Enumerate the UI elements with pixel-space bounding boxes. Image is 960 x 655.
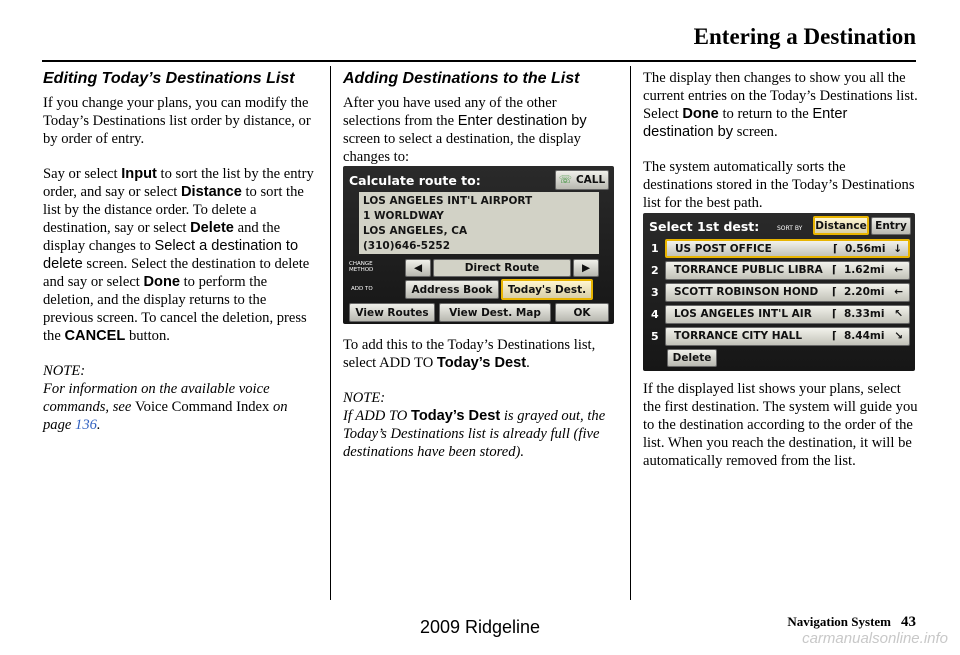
row-separator: ⌈ <box>832 264 837 276</box>
keyword-select-screen: Select a destination to delete <box>43 238 299 272</box>
text: button. <box>125 328 170 344</box>
column-divider-left <box>330 66 331 600</box>
text: screen. Select the destination to delete and say or select <box>43 256 310 290</box>
column-continued <box>643 69 918 229</box>
row-number: 3 <box>651 286 659 299</box>
route-next-button[interactable] <box>573 259 599 277</box>
note-text <box>343 407 615 461</box>
destination-row[interactable] <box>665 283 910 302</box>
destination-row[interactable] <box>665 327 910 346</box>
keyword-enter-destination-by: Enter destination by <box>457 113 587 129</box>
column-divider-right <box>630 66 631 600</box>
direction-arrow-icon: ← <box>894 264 903 276</box>
sort-by-label: SORT BY <box>777 225 803 232</box>
route-method-display: Direct Route <box>433 259 571 277</box>
screen-title: Select 1st dest: <box>649 219 760 234</box>
address-line: LOS ANGELES INT'L AIRPORT <box>363 195 533 207</box>
text: The display then changes to show you all the current entries on the Today’s Destinations list. Select <box>643 70 918 122</box>
section-heading-editing: Editing Today’s Destinations List <box>43 70 295 87</box>
text: Say or select <box>43 166 122 182</box>
destination-name: TORRANCE PUBLIC LIBRA <box>674 264 823 276</box>
direction-arrow-icon: ← <box>894 286 903 298</box>
destination-row[interactable] <box>665 239 910 258</box>
sort-entry-button[interactable]: Entry <box>871 217 911 235</box>
watermark: carmanualsonline.info <box>802 630 948 647</box>
destination-distance: 8.44mi <box>844 330 885 342</box>
paragraph-guidance: If the displayed list shows your plans, select the first destination. The system will guide you to the destination according to the order of the list. When you reach the destination, it will be automatically removed from the list. <box>643 381 918 469</box>
keyword-enter-destination-by: Enter destination by <box>643 106 848 140</box>
row-number: 1 <box>651 242 659 255</box>
note-text <box>43 380 315 434</box>
text: on page <box>43 399 288 433</box>
page-header-title: Entering a Destination <box>693 24 916 49</box>
text: screen. <box>733 124 778 140</box>
reference-voice-command-index: Voice Command Index <box>135 399 270 415</box>
destination-distance: 8.33mi <box>844 308 885 320</box>
keyword-cancel: CANCEL <box>64 328 126 344</box>
destination-name: LOS ANGELES INT'L AIR <box>674 308 812 320</box>
row-separator: ⌈ <box>832 330 837 342</box>
triangle-left-icon: ◀ <box>413 262 423 274</box>
phone-icon: ☏ <box>558 174 572 186</box>
row-number: 2 <box>651 264 659 277</box>
paragraph-intro: If you change your plans, you can modify the Today’s Destinations list order by distance, or by order of entry. <box>43 95 311 147</box>
direction-arrow-icon: ↖ <box>894 308 903 320</box>
delete-button[interactable]: Delete <box>667 349 717 367</box>
todays-dest-button[interactable]: Today's Dest. <box>501 279 593 300</box>
text: to sort the list by the distance order. To delete a destination, say or select <box>43 184 304 236</box>
sort-distance-button[interactable]: Distance <box>813 216 869 235</box>
text: . <box>96 417 101 433</box>
triangle-right-icon: ▶ <box>581 262 591 274</box>
section-heading-adding: Adding Destinations to the List <box>343 70 580 87</box>
row-separator: ⌈ <box>832 308 837 320</box>
row-separator: ⌈ <box>833 243 838 255</box>
view-routes-button[interactable]: View Routes <box>349 303 435 322</box>
keyword-done: Done <box>682 106 719 122</box>
paragraph-instructions <box>43 165 315 345</box>
route-prev-button[interactable] <box>405 259 431 277</box>
column-continued-lower <box>643 380 918 487</box>
text: to perform the deletion, and the display returns to the previous screen. To cancel the deletion, press the <box>43 274 307 344</box>
paragraph-after <box>343 94 615 166</box>
call-button[interactable] <box>555 170 609 190</box>
paragraph-display-changes <box>643 69 918 141</box>
direction-arrow-icon: ↓ <box>893 243 902 255</box>
address-line: (310)646-5252 <box>363 240 451 252</box>
keyword-done: Done <box>143 274 180 290</box>
document-label: 2009 Ridgeline <box>419 617 541 637</box>
column-adding-lower <box>343 336 615 478</box>
text: to return to the <box>718 106 813 122</box>
screen-title: Calculate route to: <box>349 173 481 188</box>
destination-name: TORRANCE CITY HALL <box>674 330 803 342</box>
calculate-route-screen <box>343 166 614 324</box>
text: screen to select a destination, the display changes to: <box>343 131 581 165</box>
select-first-dest-screen <box>643 213 915 371</box>
change-method-label: CHANGE METHOD <box>349 261 374 273</box>
text: . <box>526 355 530 371</box>
row-number: 4 <box>651 308 659 321</box>
header-rule <box>42 60 916 62</box>
destination-name: SCOTT ROBINSON HOND <box>674 286 819 298</box>
text: to sort the list by the entry order, and say or select <box>43 166 314 200</box>
text: is grayed out, the Today’s Destinations list is already full (five destinations have been stored). <box>343 408 606 460</box>
text: For information on the available voice commands, see <box>43 381 270 415</box>
text: If ADD TO <box>343 408 411 424</box>
address-display <box>359 192 599 254</box>
paragraph-add-to <box>343 336 615 372</box>
page-number: 43 <box>901 614 916 630</box>
text: To add this to the Today’s Destinations list, select ADD TO <box>343 337 596 371</box>
row-number: 5 <box>651 330 659 343</box>
note-label: NOTE: <box>43 363 86 379</box>
destination-distance: 2.20mi <box>844 286 885 298</box>
add-to-label: ADD TO <box>351 286 373 292</box>
footer-section: Navigation System <box>787 614 891 629</box>
destination-name: US POST OFFICE <box>675 243 772 255</box>
destination-row[interactable] <box>665 261 910 280</box>
text: After you have used any of the other selections from the <box>343 95 557 129</box>
destination-row[interactable] <box>665 305 910 324</box>
page-link[interactable]: 136 <box>75 417 97 433</box>
keyword-todays-dest: Today’s Dest <box>436 355 527 371</box>
direction-arrow-icon: ↘ <box>894 330 903 342</box>
address-line: 1 WORLDWAY <box>363 210 444 222</box>
note-label: NOTE: <box>343 390 386 406</box>
keyword-input: Input <box>121 166 157 182</box>
keyword-delete: Delete <box>190 220 234 236</box>
address-line: LOS ANGELES, CA <box>363 225 468 237</box>
paragraph-auto-sort: The system automatically sorts the destinations stored in the Today’s Destinations list for the best path. <box>643 159 915 211</box>
view-dest-map-button[interactable]: View Dest. Map <box>439 303 551 322</box>
keyword-todays-dest: Today’s Dest <box>410 408 501 424</box>
row-separator: ⌈ <box>832 286 837 298</box>
destination-distance: 0.56mi <box>845 243 886 255</box>
address-book-button[interactable]: Address Book <box>405 280 499 299</box>
call-label: CALL <box>575 174 606 186</box>
destination-distance: 1.62mi <box>844 264 885 276</box>
column-editing <box>43 69 315 451</box>
ok-button[interactable]: OK <box>555 303 609 322</box>
keyword-distance: Distance <box>181 184 242 200</box>
text: and the display changes to <box>43 220 281 254</box>
